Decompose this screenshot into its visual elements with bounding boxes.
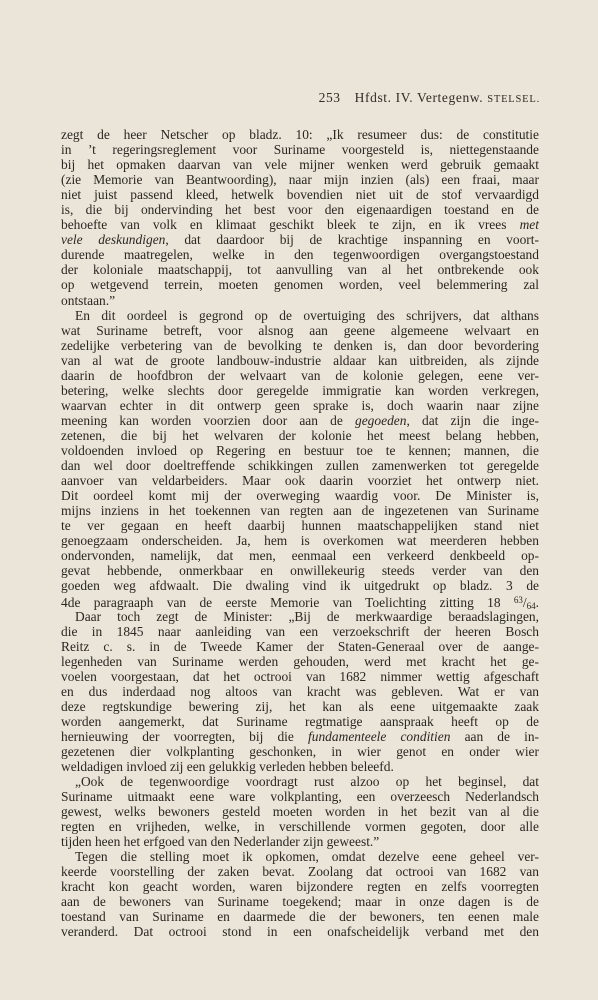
text-line: behoefte van volk en klimaat geschikt bleek te zijn, en ik vrees met [61, 217, 539, 233]
text-line: in ’t regeringsreglement voor Suriname voorgesteld is, niettegenstaande [61, 142, 539, 158]
text-line: voelen voorgestaan, dat het octrooi van 1682 nimmer wettig afgeschaft [61, 668, 539, 684]
text-line: toestand van Suriname en daarmede die der bewoners, ten eenen male [61, 909, 539, 925]
text-line: 4de paragraaph van de eerste Memorie van Toelichting zitting 18 $^{63}/_{64}$. [61, 595, 539, 612]
text-line: gewest, welks bewoners gesteld moeten worden in het bezit van al die [61, 804, 539, 820]
text-line: tijden heen het erfgoed van den Nederlander zijn geweest.” [61, 834, 380, 850]
text-line: ondervonden, namelijk, dat men, eenmaal een verkeerd denkbeeld op- [61, 548, 539, 564]
text-line: op wetgevend terrein, moeten genomen worden, veel belemmering zal [61, 277, 539, 293]
text-line: durende maatregelen, welke in den tegenwoordigen overgangstoestand [61, 247, 539, 263]
text-line: Tegen die stelling moet ik opkomen, omdat dezelve eene geheel ver- [75, 849, 539, 865]
text-line: weldadigen invloed zij een gelukkig verleden hebben beleefd. [61, 758, 394, 774]
text-line: Dit oordeel komt mij der overweging waardig voor. De Minister is, [61, 488, 539, 504]
text-line: te ver gegaan en heeft daarbij hunnen maatschappelijken stand niet [61, 518, 539, 534]
text-line: Daar toch zegt de Minister: „Bij de merkwaardige beraadslagingen, [75, 608, 539, 624]
running-header [60, 90, 540, 106]
body-text [61, 127, 539, 940]
text-line: zegt de heer Netscher op bladz. 10: „Ik resumeer dus: de constitutie [61, 127, 539, 142]
text-line: Reitz c. s. in de Tweede Kamer der Staten-Generaal over de aange- [61, 638, 539, 654]
text-line: daarin de hoofdbron der welvaart van de kolonie gelegen, eene ver- [61, 367, 539, 383]
text-line: waarvan echter in dit ontwerp geen sprake is, doch waarin naar zijne [61, 397, 539, 413]
text-line: dan wel door doeltreffende schikkingen zullen zamenwerken tot geregelde [61, 458, 539, 474]
text-line: wat Suriname betreft, voor alsnog aan geene algemeene welvaart en [61, 322, 539, 338]
text-line: gevat hebbende, onmerkbaar en onwillekeurig steeds verder van den [61, 563, 539, 579]
text-line: voldoenden invloed op Regering en bestuur toe te kennen; mannen, die [61, 442, 539, 458]
text-line: goeden weg afdwaalt. Die dwaling vind ik uitgedrukt op bladz. 3 de [61, 578, 539, 594]
page-number: 253 [318, 90, 341, 105]
text-line: keerde voorstelling der zaken bevat. Zoolang dat octrooi van 1682 van [61, 864, 539, 880]
text-line: meening kan worden voorzien door aan de gegoeden, dat zijn die inge- [61, 412, 540, 428]
text-line: aan de bewoners van Suriname toegekend; maar in onze dagen is de [61, 894, 539, 910]
text-line: zedelijke verbetering van de bevolking te denken is, dan door bevordering [61, 337, 539, 353]
text-line: Suriname uitmaakt eene ware volkplanting, een overzeesch Nederlandsch [61, 789, 539, 805]
text-line: hernieuwing der voorregten, bij die fundamenteele conditien aan de in- [61, 728, 540, 744]
text-line: veranderd. Dat octrooi stond in een onafscheidelijk verband met den [61, 924, 539, 940]
running-title: Hfdst. IV. Vertegenw. STELSEL. [354, 90, 540, 105]
text-line: bij het opmaken daarvan van vele mijner wenken werd gebruik gemaakt [61, 157, 539, 173]
text-line: van al wat de groote landbouw-industrie aldaar kan uitbreiden, als zijnde [61, 352, 539, 368]
text-line: worden aangemerkt, dat Suriname regtmatige aanspraak heeft op de [61, 713, 539, 729]
text-line: „Ook de tegenwoordige voordragt rust alzoo op het beginsel, dat [75, 774, 539, 790]
text-line: en dus inderdaad nog altoos van kracht was gebleven. Wat er van [61, 683, 539, 699]
text-line: betering, welke slechts door geregelde immigratie kan worden verkregen, [61, 382, 539, 398]
text-line: kracht kon geacht worden, waren bijzondere regten en zelfs voorregten [61, 879, 539, 895]
text-line: regten en vrijheden, welke, in verschillende vormen gegoten, door alle [61, 819, 539, 835]
text-line: zetenen, die bij het welvaren der kolonie het meest belang hebben, [61, 427, 539, 443]
text-line: aanvoer van veldarbeiders. Maar ook daarin voorziet het ontwerp niet. [61, 473, 539, 489]
text-line: ontstaan.” [61, 292, 116, 308]
text-line: En dit oordeel is gegrond op de overtuiging des schrijvers, dat althans [75, 307, 539, 323]
text-line: mijns inziens in het toekennen van regten aan de ingezetenen van Suriname [61, 503, 539, 519]
text-line: die in 1845 naar aanleiding van een verzoekschrift der heeren Bosch [61, 623, 539, 639]
text-line: gezetenen dier volkplanting geschonken, in wier genot en onder wier [61, 743, 539, 759]
text-line: niet juist passend kleed, hetwelk bovendien niet uit de stof vervaardigd [61, 187, 539, 203]
text-line: is, die bij ondervinding het best voor den eigenaardigen toestand en de [61, 202, 539, 218]
text-line: der koloniale maatschappij, tot aanvulling van al het ontbrekende ook [61, 262, 539, 278]
text-line: vele deskundigen, dat daardoor bij de krachtige inspanning en voort- [61, 232, 539, 248]
year-fraction: $^{63}/_{64}$. [513, 595, 539, 612]
text-line: (zie Memorie van Beantwoording), naar mijn inzien (als) een fraai, maar [61, 172, 539, 188]
text-line: legenheden van Suriname werden gehouden, werd met kracht het ge- [61, 653, 539, 669]
text-line: deze regtskundige bewering zij, het kan als eene uitgemaakte zaak [61, 698, 539, 714]
text-line: genoegzaam onderscheiden. Ja, hem is overkomen wat meerderen hebben [61, 533, 539, 549]
